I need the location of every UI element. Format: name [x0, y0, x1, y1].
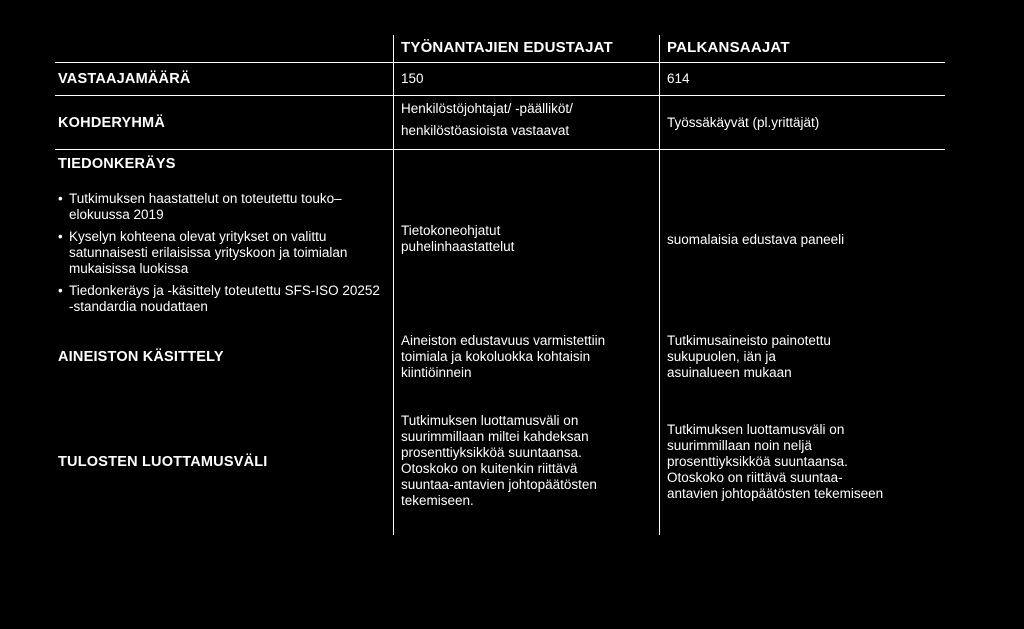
- confidence-employer-line-5: suuntaa-antavien johtopäätösten: [401, 477, 597, 492]
- row-divider-respondents: [55, 95, 945, 96]
- target-group-employer-value: [401, 98, 573, 142]
- data-collection-bullet-list: [58, 191, 383, 315]
- confidence-employer-line-4: Otoskoko on kuitenkin riittävä: [401, 461, 578, 476]
- data-collection-employer-line-1: Tietokoneohjatut: [401, 223, 501, 238]
- target-group-employer-line-2: henkilöstöasioista vastaavat: [401, 123, 570, 138]
- data-collection-bullet-1: • Tutkimuksen haastattelut on toteutettu touko–elokuussa 2019: [58, 191, 383, 223]
- processing-employer-value: [401, 333, 605, 381]
- respondents-employer-value: 150: [401, 71, 424, 86]
- processing-employee-line-1: Tutkimusaineisto painotettu: [667, 333, 831, 348]
- confidence-employee-line-2: suurimmillaan noin neljä: [667, 438, 812, 453]
- survey-methodology-table: [55, 0, 945, 629]
- processing-employer-line-1: Aineiston edustavuus varmistettiin: [401, 333, 606, 348]
- row-label-target-group: KOHDERYHMÄ: [58, 115, 165, 131]
- data-collection-bullets: [58, 191, 383, 321]
- confidence-employee-line-5: antavien johtopäätösten tekemiseen: [667, 486, 884, 501]
- data-collection-employer-line-2: puhelinhaastattelut: [401, 239, 515, 254]
- row-label-data-processing: AINEISTON KÄSITTELY: [58, 349, 224, 365]
- processing-employee-line-2: sukupuolen, iän ja: [667, 349, 776, 364]
- column-divider-2: [659, 35, 660, 535]
- processing-employee-line-3: asuinalueen mukaan: [667, 365, 792, 380]
- row-label-respondents: VASTAAJAMÄÄRÄ: [58, 71, 191, 87]
- row-divider-header: [55, 62, 945, 63]
- row-label-data-collection: TIEDONKERÄYS: [58, 156, 176, 172]
- target-group-employee-value: Työssäkäyvät (pl.yrittäjät): [667, 115, 820, 130]
- data-collection-bullet-3: • Tiedonkeräys ja -käsittely toteutettu SFS-ISO 20252 -standardia noudattaen: [58, 283, 383, 315]
- confidence-employee-line-4: Otoskoko on riittävä suuntaa-: [667, 470, 843, 485]
- column-divider-1: [393, 35, 394, 535]
- confidence-employer-value: [401, 413, 597, 509]
- confidence-employee-line-3: prosenttiyksikköä suuntaansa.: [667, 454, 848, 469]
- confidence-employer-line-6: tekemiseen.: [401, 493, 474, 508]
- row-divider-target-group: [55, 149, 945, 150]
- processing-employer-line-2: toimiala ja kokoluokka kohtaisin: [401, 349, 591, 364]
- processing-employer-line-3: kiintiöinnein: [401, 365, 472, 380]
- confidence-employer-line-2: suurimmillaan miltei kahdeksan: [401, 429, 589, 444]
- header-employees: PALKANSAAJAT: [667, 39, 790, 56]
- confidence-employer-line-1: Tutkimuksen luottamusväli on: [401, 413, 579, 428]
- target-group-employer-line-1: Henkilöstöjohtajat/ -päälliköt/: [401, 101, 573, 116]
- header-employer-representatives: TYÖNANTAJIEN EDUSTAJAT: [401, 39, 613, 56]
- data-collection-employee-value: suomalaisia edustava paneeli: [667, 232, 845, 247]
- confidence-employee-line-1: Tutkimuksen luottamusväli on: [667, 422, 845, 437]
- row-label-confidence-interval: TULOSTEN LUOTTAMUSVÄLI: [58, 454, 268, 470]
- data-collection-bullet-2: • Kyselyn kohteena olevat yritykset on valittu satunnaisesti erilaisissa yrityskoon ja toimialan mukaisissa luokissa: [58, 229, 383, 277]
- confidence-employee-value: [667, 422, 883, 502]
- confidence-employer-line-3: prosenttiyksikköä suuntaansa.: [401, 445, 582, 460]
- respondents-employee-value: 614: [667, 71, 690, 86]
- data-collection-employer-value: [401, 223, 514, 255]
- processing-employee-value: [667, 333, 831, 381]
